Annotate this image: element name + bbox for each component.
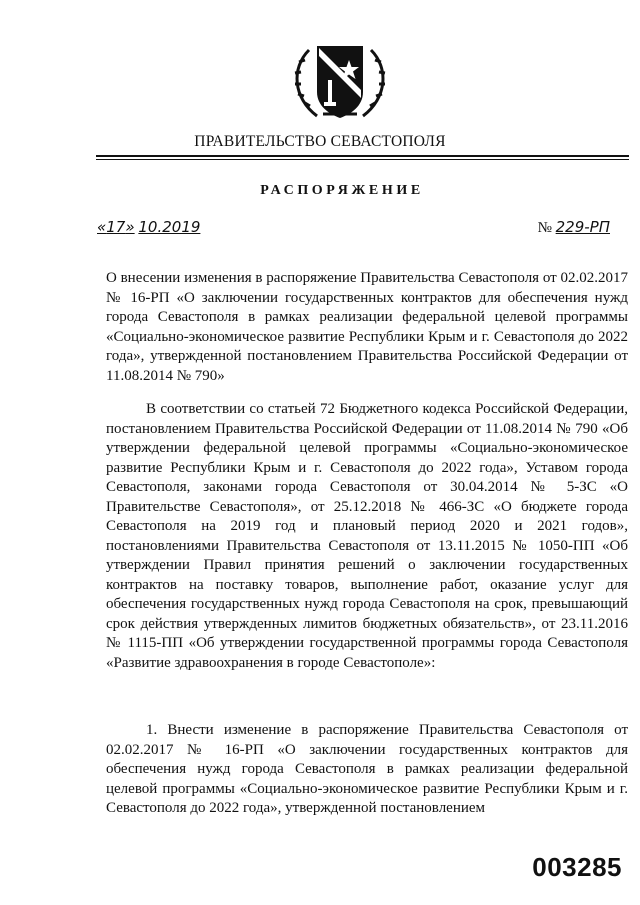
document-date (97, 218, 200, 237)
preamble-paragraph: В соответствии со статьей 72 Бюджетного кодекса Российской Федерации, постановлением Правительства Российской Федерации от 11.08.2014 № 790 «Об утверждении федеральной целевой программы «Социально-экономическое развитие Республики Крым и г. Севастополя до 2022 года», Уставом города Севастополя, законами города Севастополя от 30.04.2014 № 5-ЗС «О Правительстве Севастополя», от 25.12.2018 № 466-ЗС «О бюджете города Севастополя на 2019 год и плановый период 2020 и 2021 годов», постановлениями Правительства Севастополя от 13.11.2015 № 1050-ПП «Об утверждении Правил принятия решений о заключении государственных контрактов на поставку товаров, выполнение работ, оказание услуг для обеспечения государственных нужд города Севастополя на срок, превышающий срок действия утвержденных лимитов бюджетных обязательств», от 23.11.2016 № 1115-ПП «Об утверждении государственной программы города Севастополя «Развитие здравоохранения в городе Севастополе»: (106, 401, 628, 671)
document-subject: О внесении изменения в распоряжение Правительства Севастополя от 02.02.2017 № 16-РП «О заключении государственных контрактов для обеспечения нужд города Севастополя в рамках реализации федеральной целевой программы «Социально-экономическое развитие Республики Крым и г. Севастополя до 2022 года», утвержденной постановлением Правительства Российской Федерации от 11.08.2014 № 790» (106, 270, 628, 384)
number-prefix: № (537, 220, 552, 236)
date-rest: 10.2019 (138, 218, 201, 236)
date-day: 17 (106, 218, 126, 236)
document-type-heading: РАСПОРЯЖЕНИЕ (260, 183, 424, 198)
date-open-quote: « (97, 218, 107, 236)
government-title: ПРАВИТЕЛЬСТВО СЕВАСТОПОЛЯ (194, 133, 446, 150)
document-number (538, 218, 610, 237)
date-close-quote: » (125, 218, 135, 236)
number-value: 229-РП (555, 218, 610, 236)
serial-number: 003285 (532, 852, 622, 882)
header-rule-thin (96, 159, 629, 160)
sevastopol-coat-of-arms-icon (287, 40, 393, 122)
item-1-paragraph: 1. Внести изменение в распоряжение Правительства Севастополя от 02.02.2017 № 16-РП «О заключении государственных контрактов для обеспечения нужд города Севастополя в рамках реализации федеральной целевой программы «Социально-экономическое развитие Республики Крым и г. Севастополя до 2022 года», утвержденной постановлением (106, 722, 628, 816)
header-rule-thick (96, 155, 629, 157)
